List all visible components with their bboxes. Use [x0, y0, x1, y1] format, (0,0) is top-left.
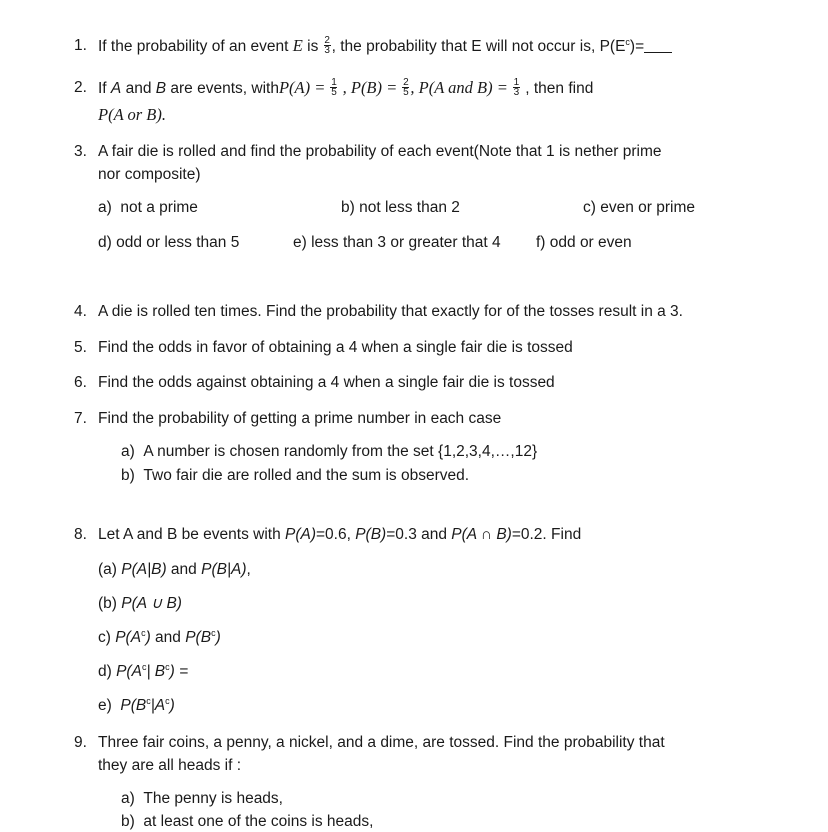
q6-number: 6. — [74, 374, 87, 391]
q2-text: If A and B are events, withP(A) = $\frac{1}{5}$ , P(B) = $\frac{2}{5}$ , P(A and B) = $\frac{1}{3}$ , then find — [98, 77, 594, 99]
q8-part-d: d) $P(A^c|$ $B^c$) = — [98, 662, 189, 680]
q3-part-c: c) even or prime — [583, 199, 695, 216]
q1-text: If the probability of an event E is $\frac{2}{3}$ , the probability that E will not occur is, $P(E^c)=$ — [98, 36, 672, 57]
q9-part-b: b) at least one of the coins is heads, — [121, 813, 374, 830]
q3-part-f: f) odd or even — [536, 234, 632, 251]
q3-part-a: a) not a prime — [98, 199, 198, 216]
q2-fraction-pab: $\frac{1}{3}$ — [513, 77, 520, 99]
q8-number: 8. — [74, 526, 87, 543]
q8-part-c: c) $P(A^c)$ and $P(B^c)$ — [98, 628, 221, 646]
q8-part-a: (a) P(A|B) and P(B|A), — [98, 561, 251, 578]
q2-fraction-pa: $\frac{1}{5}$ — [331, 77, 337, 99]
q1-number: 1. — [74, 37, 87, 54]
q8-text: Let A and B be events with P(A)=0.6, P(B)=0.3 and P(A ∩ B)=0.2. Find — [98, 526, 582, 543]
q3-number: 3. — [74, 143, 87, 160]
q7-part-a: a) A number is chosen randomly from the set {1,2,3,4,…,12} — [121, 443, 538, 460]
q2-line2: P(A or B). — [98, 105, 166, 124]
q8-part-e: e) $P(B^c|A^c)$ — [98, 696, 175, 714]
q4-text: A die is rolled ten times. Find the probability that exactly for of the tosses result in a 3. — [98, 303, 683, 320]
q9-line2: they are all heads if : — [98, 757, 242, 774]
q3-part-b: b) not less than 2 — [341, 199, 460, 216]
q9-number: 9. — [74, 734, 87, 751]
q5-number: 5. — [74, 339, 87, 356]
q4-number: 4. — [74, 303, 87, 320]
q1-answer-blank — [644, 38, 672, 53]
q3-part-e: e) less than 3 or greater that 4 — [293, 234, 501, 251]
q3-line2: nor composite) — [98, 166, 201, 183]
q7-part-b: b) Two fair die are rolled and the sum is observed. — [121, 467, 470, 484]
q5-text: Find the odds in favor of obtaining a 4 when a single fair die is tossed — [98, 339, 573, 356]
q2-number: 2. — [74, 79, 87, 96]
q9-line1: Three fair coins, a penny, a nickel, and a dime, are tossed. Find the probability that — [98, 734, 665, 751]
q9-part-a: a) The penny is heads, — [121, 790, 283, 807]
q3-part-d: d) odd or less than 5 — [98, 234, 240, 251]
q2-fraction-pb: $\frac{2}{5}$ — [403, 77, 409, 99]
q6-text: Find the odds against obtaining a 4 when a single fair die is tossed — [98, 374, 555, 391]
q1-fraction: $\frac{2}{3}$ — [324, 35, 330, 57]
q7-number: 7. — [74, 410, 87, 427]
q8-part-b: (b) P(A ∪ B) — [98, 595, 182, 612]
q3-line1: A fair die is rolled and find the probability of each event(Note that 1 is nether prime — [98, 143, 662, 160]
q7-text: Find the probability of getting a prime number in each case — [98, 410, 502, 427]
